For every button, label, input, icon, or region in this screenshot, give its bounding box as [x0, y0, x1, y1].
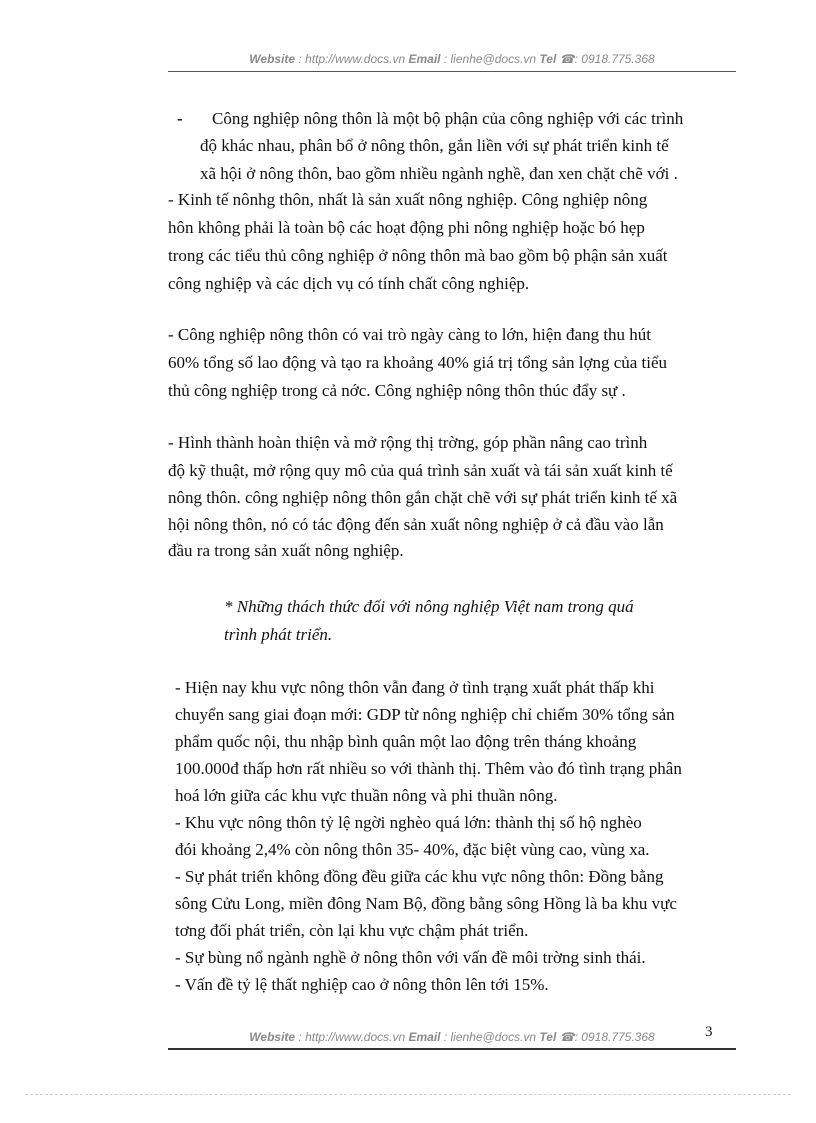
phone-icon: ☎ [559, 1030, 575, 1044]
page-footer [168, 1030, 736, 1044]
header-tel-value: : 0918.775.368 [574, 52, 655, 66]
p3-line-1: - Công nghiệp nông thôn có vai trò ngày càng to lớn, hiện đang thu hút [168, 325, 652, 344]
p4-line-5: đầu ra trong sản xuất nông nghiệp. [168, 541, 404, 560]
p5-line-12: - Vấn đề tỷ lệ thất nghiệp cao ở nông thôn lên tới 15%. [175, 975, 549, 994]
page-number: 3 [705, 1024, 713, 1040]
header-rule [168, 71, 736, 72]
p5-line-7: đói khoảng 2,4% còn nông thôn 35- 40%, đặc biệt vùng cao, vùng xa. [175, 840, 650, 859]
p3-line-3: thủ công nghiệp trong cả nớc. Công nghiệp nông thôn thúc đẩy sự . [168, 381, 626, 400]
page-separator [25, 1094, 791, 1095]
p2-line-1: - Kinh tế nônhg thôn, nhất là sản xuất nông nghiệp. Công nghiệp nông [168, 190, 648, 209]
p5-line-9: sông Cửu Long, miền đông Nam Bộ, đồng bằng sông Hồng là ba khu vực [175, 894, 677, 913]
p2-line-4: công nghiệp và các dịch vụ có tính chất công nghiệp. [168, 274, 530, 293]
p1-line-2: độ khác nhau, phân bổ ở nông thôn, gắn liền với sự phát triển kinh tế [200, 136, 669, 155]
header-website-label: Website [249, 52, 296, 66]
p5-line-1: - Hiện nay khu vực nông thôn vẫn đang ở tình trạng xuất phát thấp khi [175, 678, 655, 697]
p5-line-2: chuyển sang giai đoạn mới: GDP từ nông nghiệp chỉ chiếm 30% tổng sản [175, 705, 675, 724]
footer-email-label: Email [408, 1030, 441, 1044]
header-website-value[interactable]: : http://www.docs.vn [298, 52, 406, 66]
footer-website-label: Website [249, 1030, 296, 1044]
p5-line-10: tơng đối phát triển, còn lại khu vực chậm phát triển. [175, 921, 529, 940]
p4-line-1: - Hình thành hoàn thiện và mở rộng thị trờng, góp phần nâng cao trình [168, 433, 648, 452]
p1-line-1: Công nghiệp nông thôn là một bộ phận của công nghiệp với các trình [212, 109, 684, 128]
section-heading-line-2: trình phát triển. [224, 625, 333, 644]
footer-website-value[interactable]: : http://www.docs.vn [298, 1030, 406, 1044]
footer-rule [168, 1048, 736, 1050]
p4-line-2: độ kỹ thuật, mở rộng quy mô của quá trình sản xuất và tái sản xuất kinh tế [168, 461, 673, 480]
footer-tel-label: Tel [539, 1030, 557, 1044]
p5-line-3: phẩm quốc nội, thu nhập bình quân một lao động trên tháng khoảng [175, 732, 637, 751]
p1-line-3: xã hội ở nông thôn, bao gồm nhiều ngành nghề, đan xen chặt chẽ với . [200, 164, 678, 183]
p4-line-4: hội nông thôn, nó có tác động đến sản xuất nông nghiệp ở cả đầu vào lẫn [168, 515, 664, 534]
header-email-label: Email [408, 52, 441, 66]
p5-line-5: hoá lớn giữa các khu vực thuần nông và phi thuần nông. [175, 786, 558, 805]
p5-line-4: 100.000đ thấp hơn rất nhiều so với thành thị. Thêm vào đó tình trạng phân [175, 759, 682, 778]
p3-line-2: 60% tổng số lao động và tạo ra khoảng 40% giá trị tổng sản lợng của tiểu [168, 353, 668, 372]
footer-email-value[interactable]: : lienhe@docs.vn [443, 1030, 537, 1044]
p2-line-3: trong các tiểu thủ công nghiệp ở nông thôn mà bao gồm bộ phận sản xuất [168, 246, 668, 265]
p5-line-8: - Sự phát triển không đồng đều giữa các khu vực nông thôn: Đồng bằng [175, 867, 664, 886]
page-header [168, 52, 736, 66]
header-tel-label: Tel [539, 52, 557, 66]
p5-line-11: - Sự bùng nổ ngành nghề ở nông thôn với vấn đề môi trờng sinh thái. [175, 948, 646, 967]
section-heading-line-1: * Những thách thức đối với nông nghiệp Việt nam trong quá [224, 597, 634, 616]
p2-line-2: hôn không phải là toàn bộ các hoạt động phi nông nghiệp hoặc bó hẹp [168, 218, 645, 237]
p5-line-6: - Khu vực nông thôn tỷ lệ ngời nghèo quá lớn: thành thị số hộ nghèo [175, 813, 642, 832]
header-email-value[interactable]: : lienhe@docs.vn [443, 52, 537, 66]
footer-tel-value: : 0918.775.368 [574, 1030, 655, 1044]
phone-icon: ☎ [559, 52, 575, 66]
p4-line-3: nông thôn. công nghiệp nông thôn gắn chặt chẽ với sự phát triển kinh tế xã [168, 488, 678, 507]
p1-bullet: - [177, 109, 183, 128]
